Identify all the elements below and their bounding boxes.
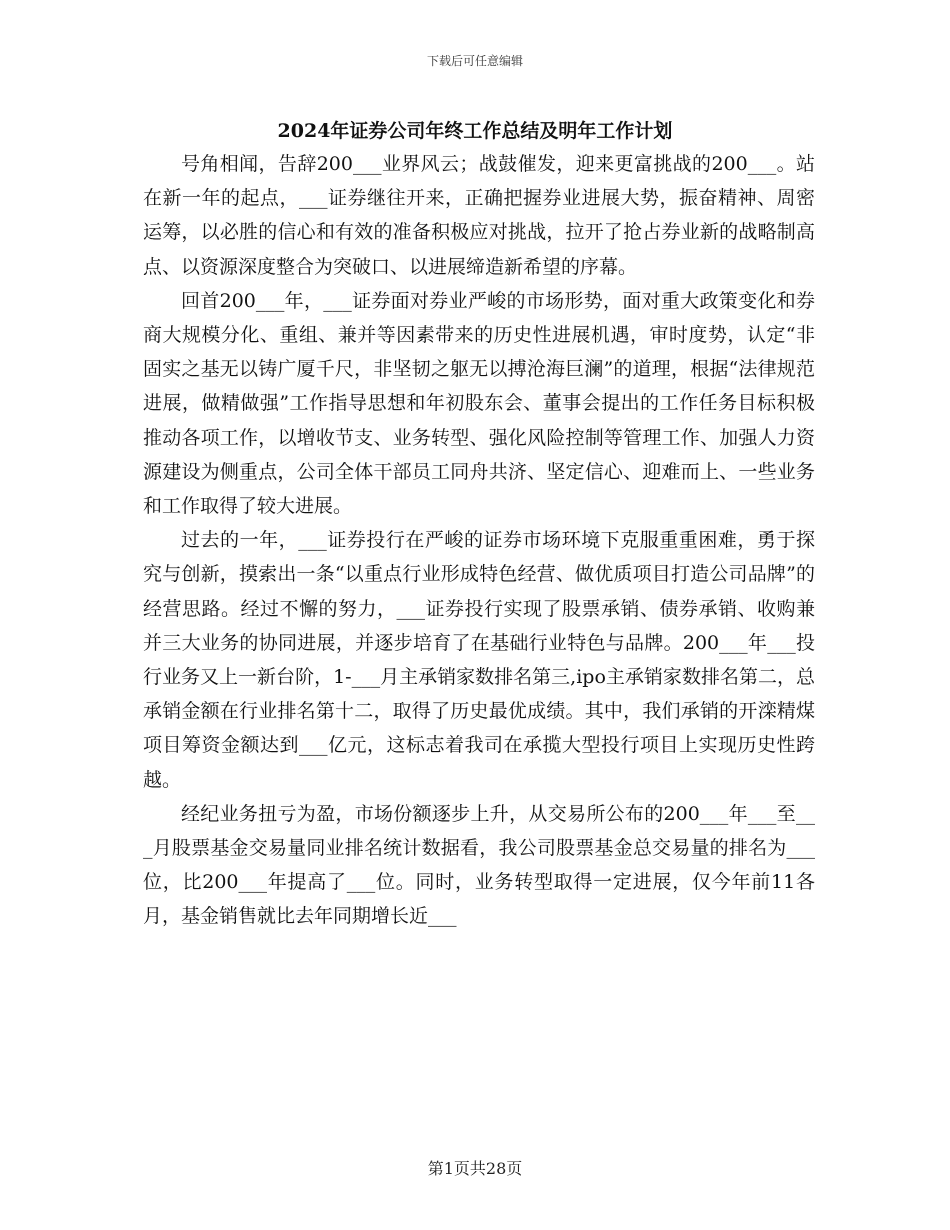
paragraph: 回首200___年，___证券面对券业严峻的市场形势，面对重大政策变化和券商大规模分化、重组、兼并等因素带来的历史性进展机遇，审时度势，认定“非固实之基无以铸广厦千尺，非坚韧之躯无以搏沧海巨澜”的道理，根据“法律规范进展，做精做强”工作指导思想和年初股东会、董事会提出的工作任务目标积极推动各项工作，以增收节支、业务转型、强化风险控制等管理工作、加强人力资源建设为侧重点，公司全体干部员工同舟共济、坚定信心、迎难而上、一些业务和工作取得了较大进展。 xyxy=(143,289,815,518)
page-footer: 第1页共28页 xyxy=(427,1159,523,1178)
document-body xyxy=(143,147,815,934)
paragraph: 过去的一年，___证券投行在严峻的证券市场环境下克服重重困难，勇于探究与创新，摸索出一条“以重点行业形成特色经营、做优质项目打造公司品牌”的经营思路。经过不懈的努力，___证券投行实现了股票承销、债券承销、收购兼并三大业务的协同进展，并逐步培育了在基础行业特色与品牌。200___年___投行业务又上一新台阶，1-___月主承销家数排名第三,ipo主承销家数排名第二，总承销金额在行业排名第十二，取得了历史最优成绩。其中，我们承销的开滦精煤项目筹资金额达到___亿元，这标志着我司在承揽大型投行项目上实现历史性跨越。 xyxy=(143,529,815,791)
document-title: 2024年证券公司年终工作总结及明年工作计划 xyxy=(277,120,673,142)
header-note: 下载后可任意编辑 xyxy=(426,54,523,68)
paragraph: 经纪业务扭亏为盈，市场份额逐步上升，从交易所公布的200___年___至___月股票基金交易量同业排名统计数据看，我公司股票基金总交易量的排名为___位，比200___年提高了___位。同时，业务转型取得一定进展，仅今年前11各月，基金销售就比去年同期增长近___ xyxy=(143,802,815,928)
paragraph: 号角相闻，告辞200___业界风云；战鼓催发，迎来更富挑战的200___。站在新一年的起点，___证券继往开来，正确把握券业进展大势，振奋精神、周密运筹，以必胜的信心和有效的准备积极应对挑战，拉开了抢占券业新的战略制高点、以资源深度整合为突破口、以进展缔造新希望的序幕。 xyxy=(143,153,815,278)
